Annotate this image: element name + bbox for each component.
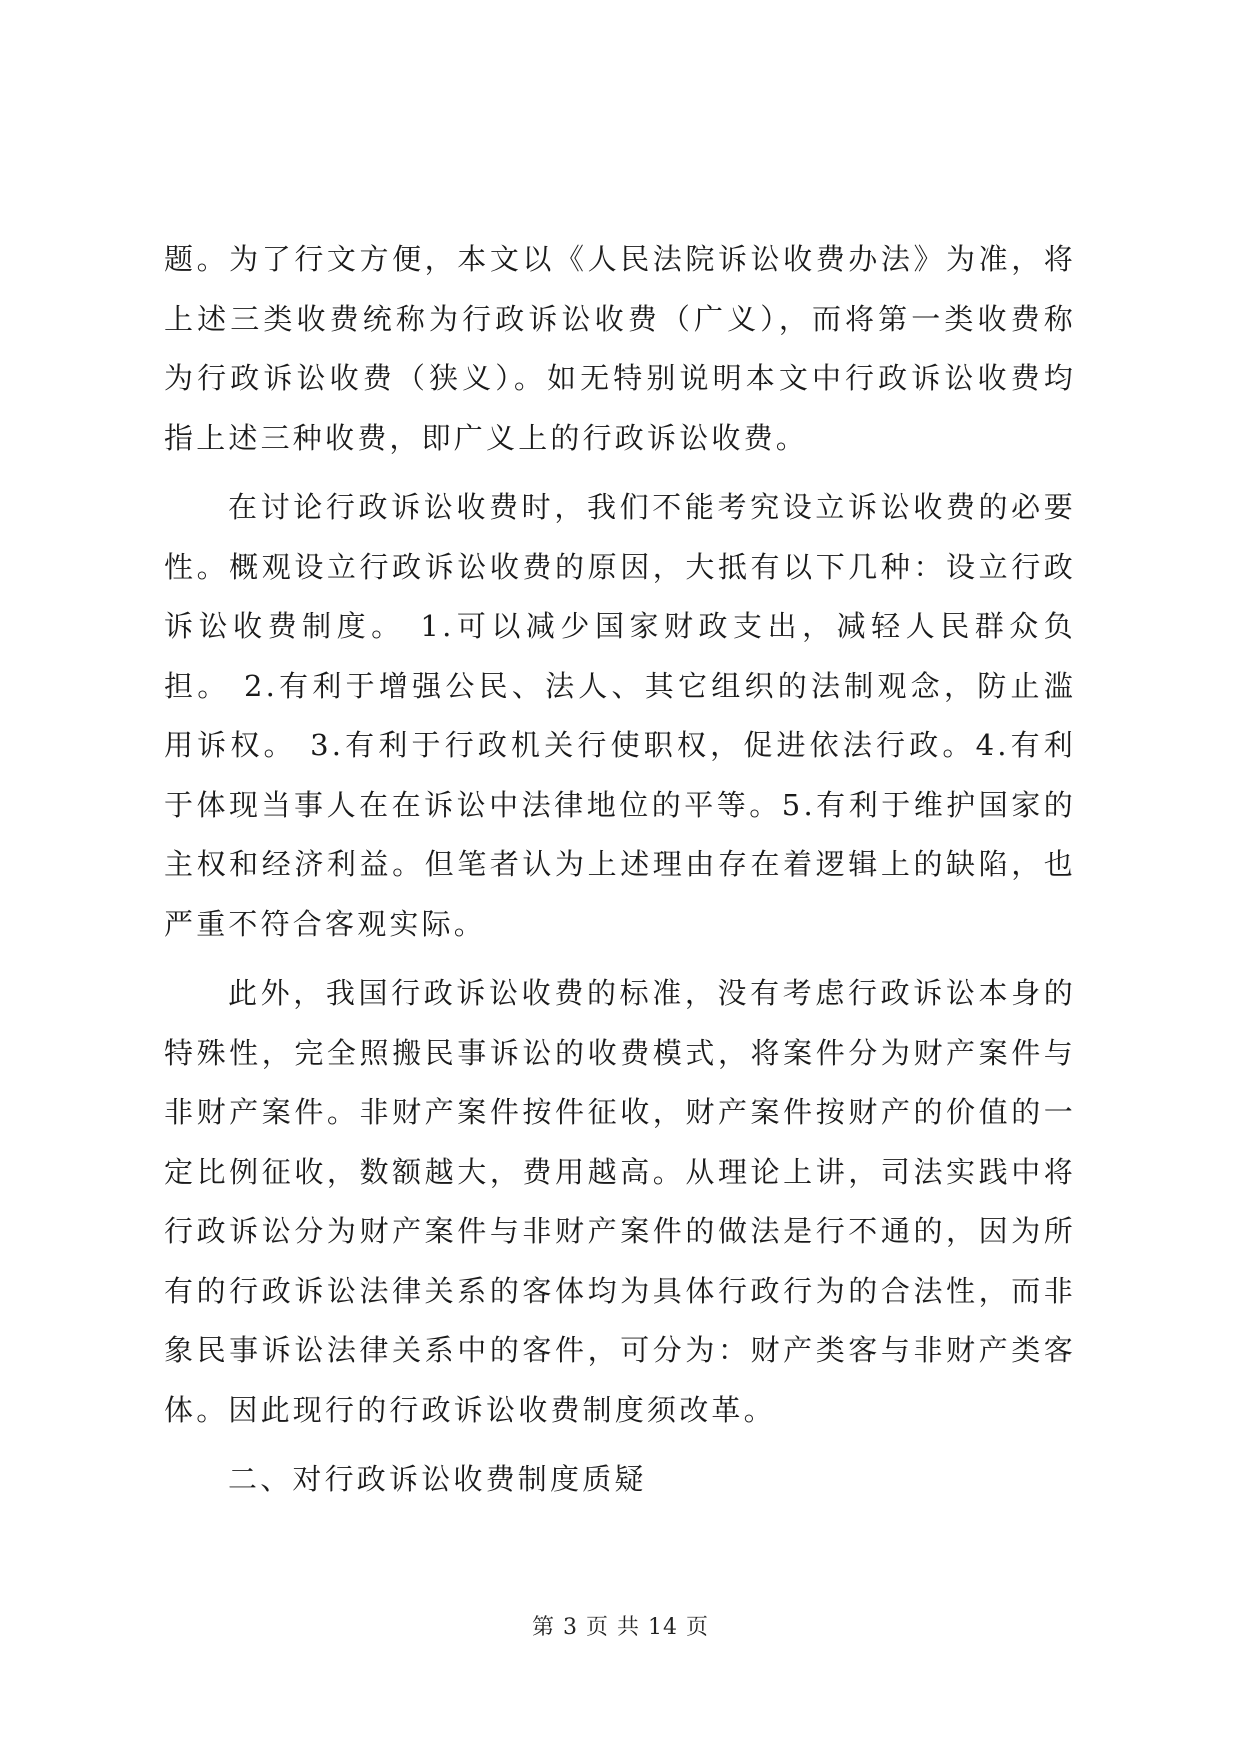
document-body (164, 230, 1076, 1510)
page-footer: 第 3 页 共 14 页 (532, 1615, 709, 1640)
section-heading: 二、对行政诉讼收费制度质疑 (228, 1462, 647, 1496)
paragraph-continuation: 题。为了行文方便，本文以《人民法院诉讼收费办法》为准，将上述三类收费统称为行政诉讼收费（广义），而将第一类收费称为行政诉讼收费（狭义）。如无特别说明本文中行政诉讼收费均指上述三种收费，即广义上的行政诉讼收费。 (164, 242, 1076, 455)
paragraph-discussion: 在讨论行政诉讼收费时，我们不能考究设立诉讼收费的必要性。概观设立行政诉讼收费的原因，大抵有以下几种：设立行政诉讼收费制度。 1.可以减少国家财政支出，减轻人民群众负担。 2.有利于增强公民、法人、其它组织的法制观念，防止滥用诉权。 3.有利于行政机关行使职权，促进依法行政。4.有利于体现当事人在在诉讼中法律地位的平等。5.有利于维护国家的主权和经济利益。但笔者认为上述理由存在着逻辑上的缺陷，也严重不符合客观实际。 (164, 490, 1076, 941)
paragraph-standards: 此外，我国行政诉讼收费的标准，没有考虑行政诉讼本身的特殊性，完全照搬民事诉讼的收费模式，将案件分为财产案件与非财产案件。非财产案件按件征收，财产案件按财产的价值的一定比例征收，数额越大，费用越高。从理论上讲，司法实践中将行政诉讼分为财产案件与非财产案件的做法是行不通的，因为所有的行政诉讼法律关系的客体均为具体行政行为的合法性，而非象民事诉讼法律关系中的客件，可分为：财产类客与非财产类客体。因此现行的行政诉讼收费制度须改革。 (164, 976, 1076, 1427)
